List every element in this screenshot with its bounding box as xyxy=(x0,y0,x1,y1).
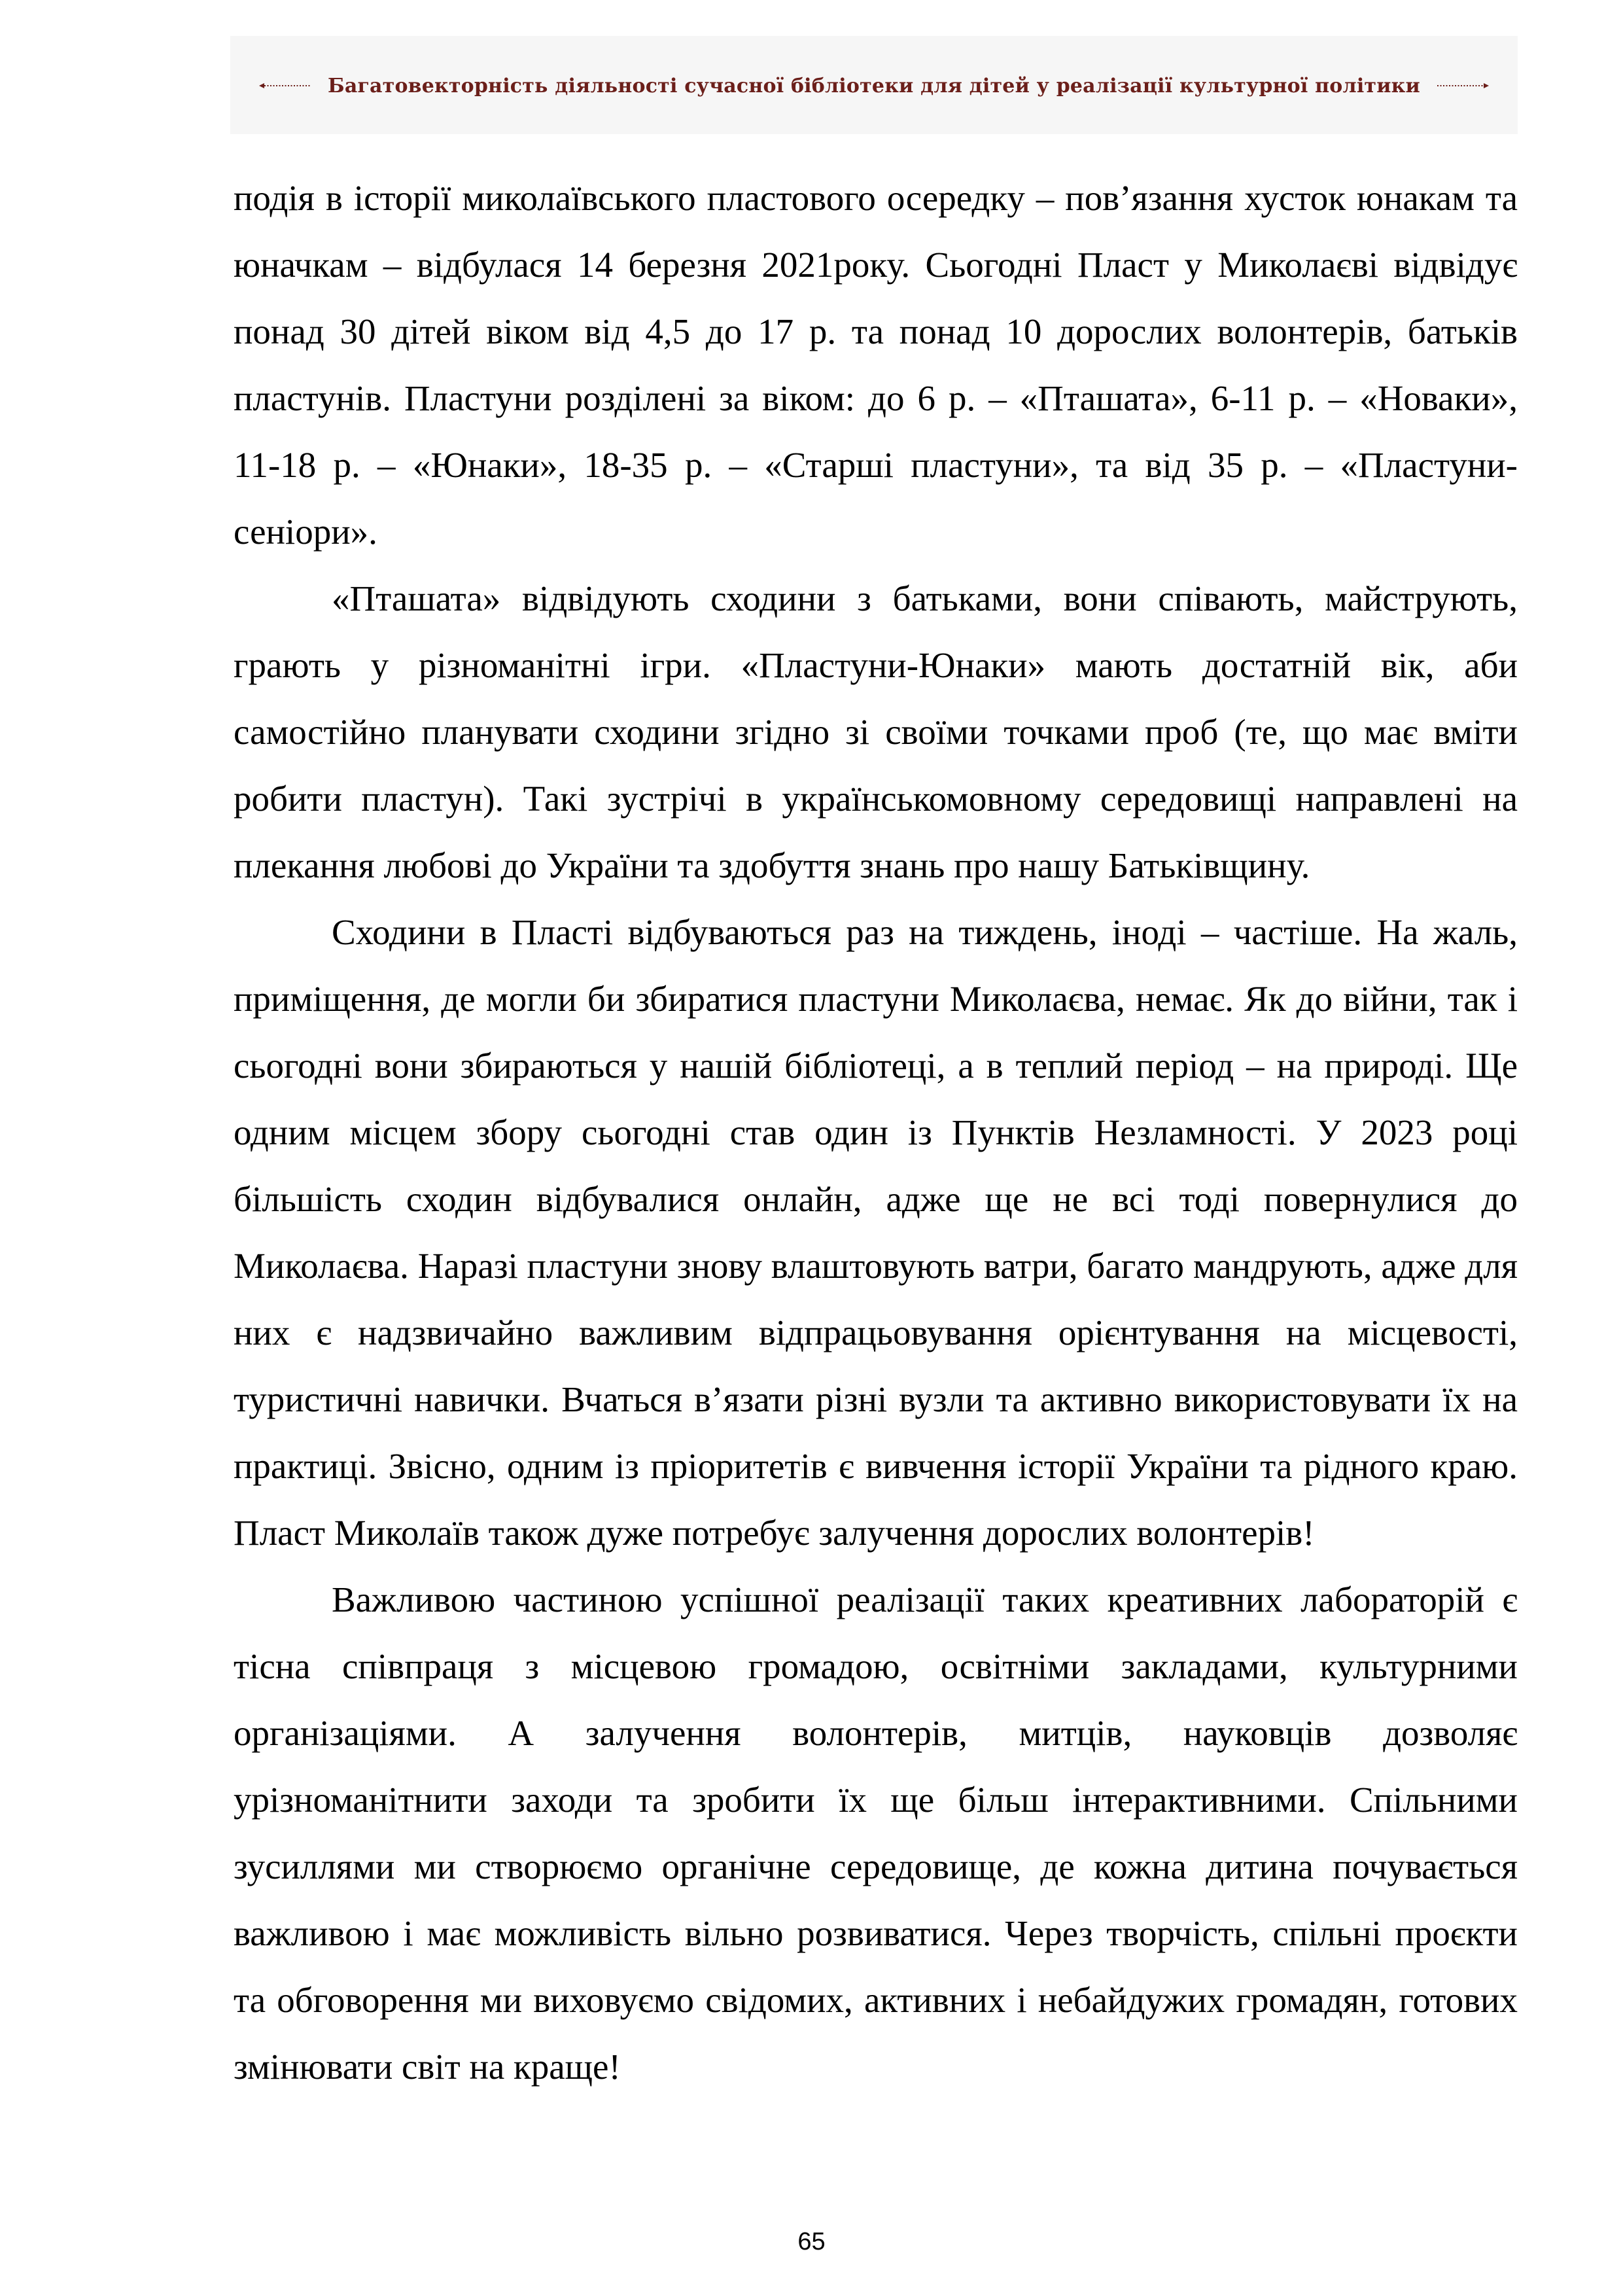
header-bar xyxy=(230,67,1518,104)
paragraph-4: Важливою частиною успішної реалізації таких креативних лабораторій є тісна співпраця з місцевою громадою, освітніми закладами, культурними організаціями. А залучення волонтерів, митців, науковців дозволяє урізноманітнити заходи та зробити їх ще більш інтерактивними. Спільними зусиллями ми створюємо органічне середовище, де кожна дитина почувається важливою і має можливість вільно розвиватися. Через творчість, спільні проєкти та обговорення ми виховуємо свідомих, активних і небайдужих громадян, готових змінювати світ на краще! xyxy=(234,1580,1518,2087)
body-text xyxy=(234,165,1518,2100)
page-header xyxy=(230,36,1518,134)
paragraph-1: подія в історії миколаївського пластового осередку – пов’язання хусток юнакам та юначкам – відбулася 14 березня 2021року. Сьогодні Пласт у Миколаєві відвідує понад 30 дітей віком від 4,5 до 17 р. та понад 10 дорослих волонтерів, батьків пластунів. Пластуни розділені за віком: до 6 р. – «Пташата», 6-11 р. – «Новаки», 11-18 р. – «Юнаки», 18-35 р. – «Старші пластуни», та від 35 р. – «Пластуни-сеніори». xyxy=(234,178,1518,552)
paragraph-3: Сходини в Пласті відбуваються раз на тиждень, іноді – частіше. На жаль, приміщення, де могли би збиратися пластуни Миколаєва, немає. Як до війни, так і сьогодні вони збираються у нашій бібліотеці, а в теплий період – на природі. Ще одним місцем збору сьогодні став один із Пунктів Незламності. У 2023 році більшість сходин відбувалися онлайн, адже ще не всі тоді повернулися до Миколаєва. Наразі пластуни знову влаштовують ватри, багато мандрують, адже для них є надзвичайно важливим відпрацьовування орієнтування на місцевості, туристичні навички. Вчаться в’язати різні вузли та активно використовувати їх на практиці. Звісно, одним із пріоритетів є вивчення історії України та рідного краю. Пласт Миколаїв також дуже потребує залучення дорослих волонтерів! xyxy=(234,912,1518,1553)
running-header-title: Багатовекторність діяльності сучасної бібліотеки для дітей у реалізації культурної політики xyxy=(327,74,1420,97)
right-arrow-icon xyxy=(1436,82,1490,90)
page-number: 65 xyxy=(797,2228,826,2255)
paragraph-2: «Пташата» відвідують сходини з батьками, вони співають, майструють, грають у різноманітні ігри. «Пластуни-Юнаки» мають достатній вік, аби самостійно планувати сходини згідно зі своїми точками проб (те, що має вміти робити пластун). Такі зустрічі в українськомовному середовищі направлені на плекання любові до України та здобуття знань про нашу Батьківщину. xyxy=(234,578,1518,885)
left-arrow-icon xyxy=(258,82,312,90)
